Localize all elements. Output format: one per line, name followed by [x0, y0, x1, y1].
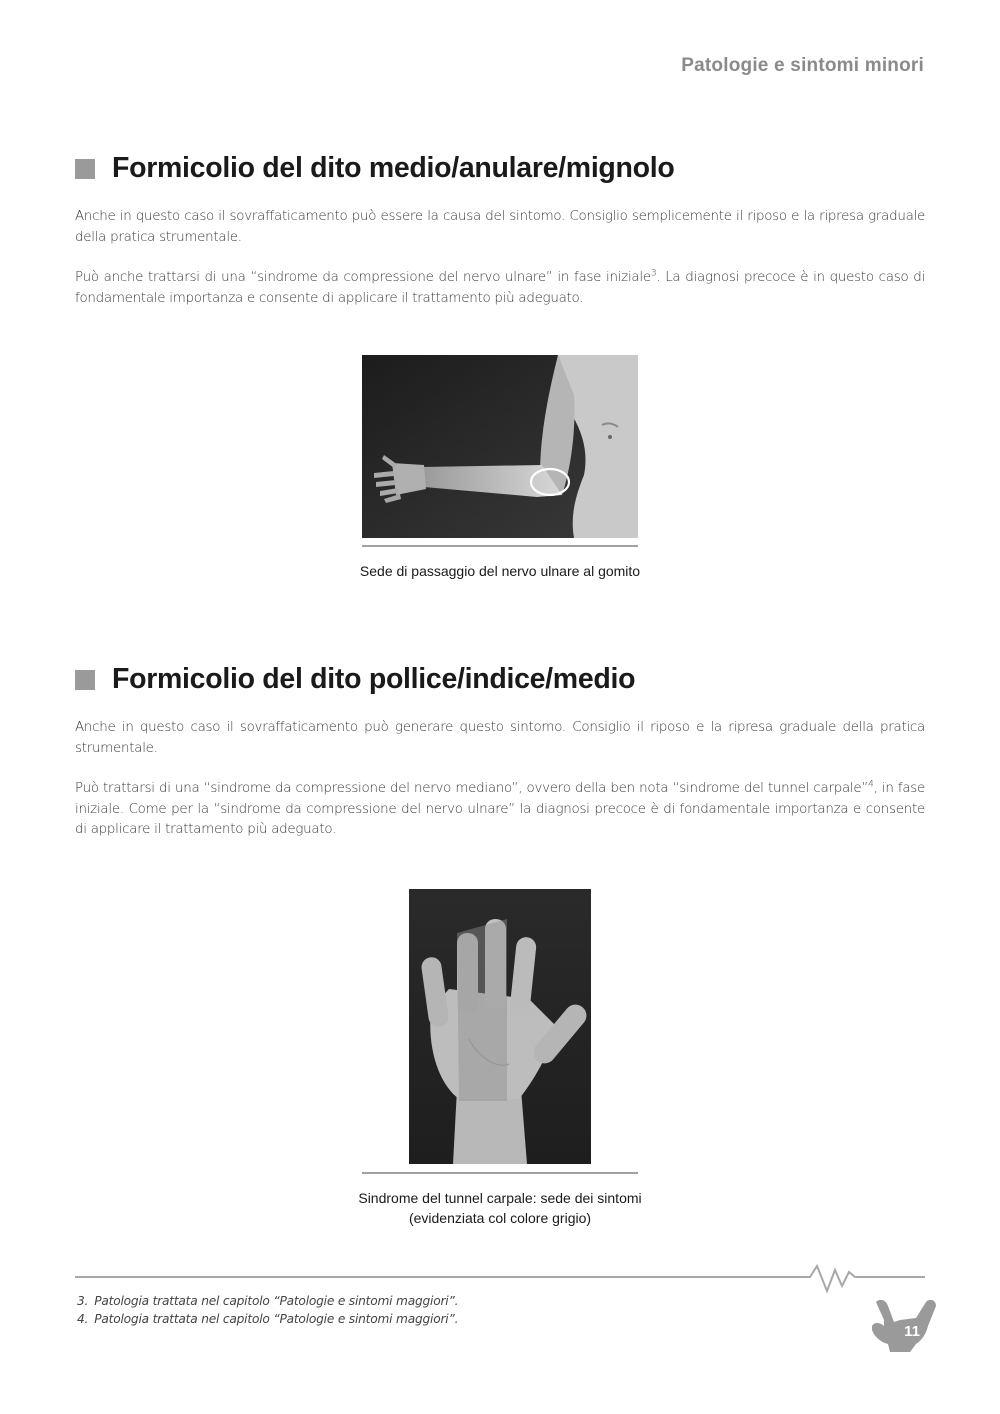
section2-paragraph-1: Anche in questo caso il sovraffaticamento può generare questo sintomo. Consiglio il riposo e la ripresa graduale della pratica strumentale.: [75, 720, 925, 756]
section2-paragraph-2: [75, 779, 925, 841]
footnote-text: Patologia trattata nel capitolo “Patologie e sintomi maggiori”.: [94, 1294, 459, 1308]
footnote-number: 3.: [77, 1294, 89, 1308]
section1-paragraph-2: [75, 268, 925, 309]
section-heading-median: [75, 663, 635, 696]
heading-square-icon: [75, 159, 95, 179]
paragraph-text: Può anche trattarsi di una “sindrome da compressione del nervo ulnare” in fase iniziale: [75, 270, 651, 285]
hand-palm-image: [409, 889, 591, 1164]
symptom-area-highlight: [457, 919, 507, 1101]
caption-line: (evidenziata col colore grigio): [408, 1210, 592, 1226]
page-number: 11: [904, 1323, 920, 1340]
footnote-number: 4.: [77, 1312, 89, 1326]
caption-rule: [362, 1172, 638, 1174]
footnote-text: Patologia trattata nel capitolo “Patologie e sintomi maggiori”.: [94, 1312, 459, 1326]
footnote-reference: 4: [868, 779, 874, 790]
heading-square-icon: [75, 670, 95, 690]
section-title: Formicolio del dito pollice/indice/medio: [112, 663, 636, 695]
arm-elbow-image: [362, 355, 638, 538]
footnote-4: [77, 1312, 458, 1326]
section-heading-ulnar: [75, 152, 675, 185]
hand-photo: [409, 889, 591, 1164]
figure-caption: Sede di passaggio del nervo ulnare al gomito: [359, 563, 641, 579]
footer-pulse-rule: [75, 1258, 925, 1294]
footnote-reference: 3: [650, 268, 657, 279]
footnote-3: [77, 1294, 458, 1308]
paragraph-text: Può trattarsi di una “sindrome da compressione del nervo mediano”, ovvero della ben nota “sindrome del tunnel carpale”: [75, 781, 869, 796]
paragraph-text: . La diagnosi precoce è in questo caso di fondamentale importanza e consente di applicare il trattamento più adeguato.: [75, 270, 925, 306]
running-header: Patologie e sintomi minori: [681, 55, 924, 76]
figure-caption: [320, 1188, 680, 1228]
caption-line: Sindrome del tunnel carpale: sede dei sintomi: [358, 1190, 642, 1206]
caption-rule: [362, 545, 638, 547]
arm-photo: [362, 355, 638, 538]
paragraph-text: , in fase iniziale. Come per la “sindrome da compressione del nervo ulnare” la diagnosi precoce è di fondamentale importanza e consente di applicare il trattamento più adeguato.: [75, 781, 925, 837]
section1-paragraph-1: Anche in questo caso il sovraffaticamento può essere la causa del sintomo. Consiglio semplicemente il riposo e la ripresa graduale della pratica strumentale.: [75, 209, 925, 245]
section-title: Formicolio del dito medio/anulare/mignolo: [112, 152, 675, 184]
